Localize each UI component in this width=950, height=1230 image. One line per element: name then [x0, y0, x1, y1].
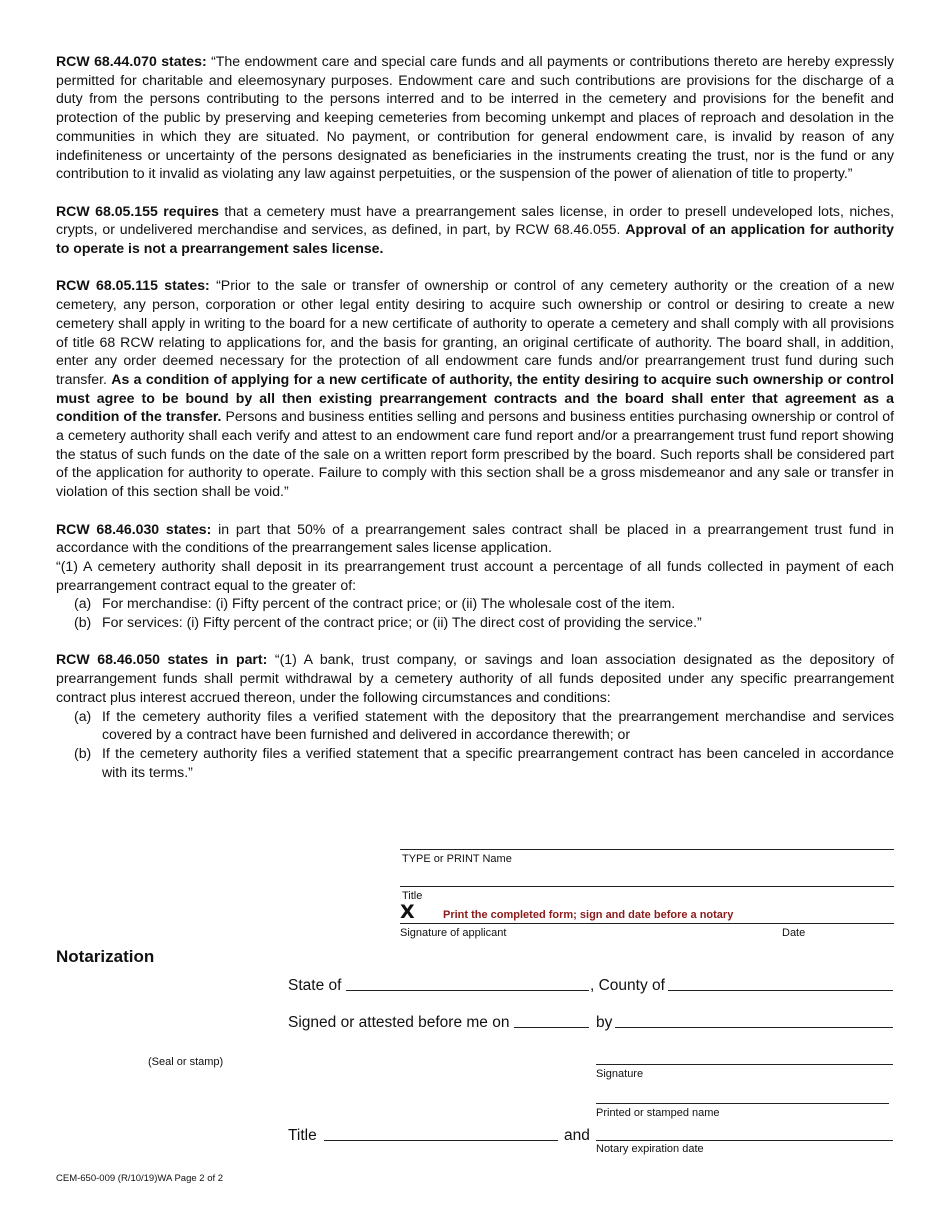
rcw-68-05-115-text-1: “Prior to the sale or transfer of ownership or control of any cemetery authority or the creation of a new cemetery, any person, corporation or other legal entity desiring to acquire such ownership or control or desiring to create a new cemetery shall apply in writing to the board for a new certificate of authority to operate a cemetery and shall comply with all provisions of title 68 RCW relating to applications for, and the basis for granting, an original certificate of authority. The board shall, in addition, enter any order deemed necessary for the protection of all endowment care funds and/or prearrangement trust fund during such transfer.	[56, 277, 894, 387]
rcw-68-05-115-bold-middle: As a condition of applying for a new certificate of authority, the entity desiring to acquire such ownership or control must agree to be bound by all then existing prearrangement contracts and the board shall enter that agreement as a condition of the transfer.	[56, 370, 894, 425]
rcw-68-46-050-list	[56, 707, 894, 782]
rcw-68-46-030-lead: RCW 68.46.030 states:	[56, 520, 212, 537]
expiration-date-label: Notary expiration date	[596, 1143, 704, 1155]
rcw-68-46-030-quote: “(1) A cemetery authority shall deposit in its prearrangement trust account a percentage of all funds collected in payment of each prearrangement contract equal to the greater of:	[56, 557, 894, 593]
notary-signature-label: Signature	[596, 1068, 644, 1080]
rcw-68-05-115-lead: RCW 68.05.115 states:	[56, 277, 210, 294]
list-marker: (a)	[74, 707, 92, 724]
and-label: and	[564, 1127, 590, 1144]
date-label: Date	[782, 927, 806, 939]
rcw-68-46-050-lead: RCW 68.46.050 states in part:	[56, 651, 268, 668]
rcw-68-46-030-section	[56, 520, 894, 632]
notary-signature-line[interactable]	[596, 1064, 893, 1065]
rcw-68-05-155-paragraph	[56, 202, 894, 258]
rcw-68-46-030-list	[56, 594, 894, 631]
seal-stamp-area-label: (Seal or stamp)	[148, 1056, 224, 1068]
list-marker: (b)	[74, 744, 92, 761]
notary-instruction-notice: Print the completed form; sign and date before a notary	[443, 909, 734, 921]
rcw-68-46-030-paragraph	[56, 520, 894, 557]
rcw-68-44-070-lead: RCW 68.44.070 states:	[56, 53, 207, 69]
rcw-68-46-050-text: “(1) A bank, trust company, or savings and loan association designated as the depository of prearrangement funds shall permit withdrawal by a cemetery authority of all funds deposited under any specific prearrangement contract plus interest accrued thereon, under the following circumstances and conditions:	[56, 651, 894, 705]
printed-name-label: Printed or stamped name	[596, 1107, 720, 1119]
rcw-68-05-155-text: that a cemetery must have a prearrangement sales license, in order to presell undeveloped lots, niches, crypts, or undelivered merchandise and services, as defined, in part, by RCW 68.46.055.	[56, 202, 895, 238]
rcw-68-46-050-section	[56, 650, 894, 781]
rcw-68-05-155-bold-tail: Approval of an application for authority to operate is not a prearrangement sales license.	[56, 221, 894, 257]
state-field[interactable]	[346, 990, 589, 991]
list-marker: (a)	[74, 595, 92, 612]
notary-title-field[interactable]	[324, 1140, 558, 1141]
list-item-text: If the cemetery authority files a verified statement that a specific prearrangement contract has been canceled in accordance with its terms.”	[102, 744, 894, 780]
county-label: , County of	[590, 977, 665, 994]
title-line[interactable]	[400, 886, 894, 887]
expiration-date-line[interactable]	[596, 1140, 893, 1141]
list-marker: (b)	[74, 614, 92, 631]
rcw-68-05-155-lead: RCW 68.05.155 requires	[56, 202, 219, 219]
name-label: TYPE or PRINT Name	[402, 853, 512, 865]
name-line[interactable]	[400, 849, 894, 850]
list-item	[56, 613, 894, 632]
list-item	[56, 594, 894, 613]
signature-x-mark: X	[400, 901, 415, 923]
applicant-signature-line[interactable]	[400, 923, 894, 924]
rcw-68-44-070-text: “The endowment care and special care funds and all payments or contributions thereto are hereby expressly permitted for charitable and eleemosynary purposes. Endowment care and such contributions are provisions for the discharge of a duty from the persons contributing to the persons interred and to be interred in the cemetery and provisions for the benefit and protection of the public by preserving and keeping cemeteries from becoming unkempt and places of reproach and desolation in the communities in which they are situated. No payment, or contribution for general endowment care, is invalid by reason of any indefiniteness or uncertainty of the persons designated as beneficiaries in the instruments creating the trust, nor is the fund or any contribution to it invalid as violating any law against perpetuities, or the suspension of the power of alienation of title to property.”	[56, 53, 894, 182]
statute-text	[56, 52, 894, 781]
list-item	[56, 707, 894, 744]
printed-name-line[interactable]	[596, 1103, 889, 1104]
notarization-heading: Notarization	[56, 947, 155, 966]
attested-date-field[interactable]	[514, 1027, 589, 1028]
state-label: State of	[288, 977, 342, 994]
title-label: Title	[402, 890, 423, 902]
rcw-68-05-115-paragraph	[56, 276, 894, 500]
attested-by-field[interactable]	[615, 1027, 893, 1028]
county-field[interactable]	[668, 990, 893, 991]
list-item	[56, 744, 894, 781]
rcw-68-05-115-text-2: Persons and business entities selling and persons and business entities purchasing ownership or control of a cemetery authority shall each verify and attest to an endowment care fund report and/or a prearrangement trust fund report showing the status of such funds on the date of the sale on a written report form prescribed by the board. Such reports shall be considered part of the application for authority to operate. Failure to comply with this section shall be a gross misdemeanor and any sale or transfer in violation of this section shall be void.”	[56, 408, 895, 500]
rcw-68-46-050-paragraph	[56, 650, 894, 706]
form-footer: CEM-650-009 (R/10/19)WA Page 2 of 2	[56, 1173, 224, 1184]
applicant-signature-label: Signature of applicant	[400, 927, 507, 939]
notary-title-label: Title	[288, 1127, 317, 1144]
rcw-68-46-030-text: in part that 50% of a prearrangement sales contract shall be placed in a prearrangement trust fund in accordance with the conditions of the prearrangement sales license application.	[56, 520, 895, 556]
rcw-68-44-070-paragraph	[56, 52, 894, 183]
list-item-text: If the cemetery authority files a verified statement with the depository that the prearrangement merchandise and services covered by a contract have been furnished and delivered in accordance therewith; or	[102, 707, 894, 743]
signed-attested-label: Signed or attested before me on	[288, 1014, 510, 1031]
by-label: by	[596, 1014, 613, 1031]
list-item-text: For merchandise: (i) Fifty percent of the contract price; or (ii) The wholesale cost of the item.	[102, 595, 676, 612]
list-item-text: For services: (i) Fifty percent of the contract price; or (ii) The direct cost of providing the service.”	[102, 614, 702, 631]
